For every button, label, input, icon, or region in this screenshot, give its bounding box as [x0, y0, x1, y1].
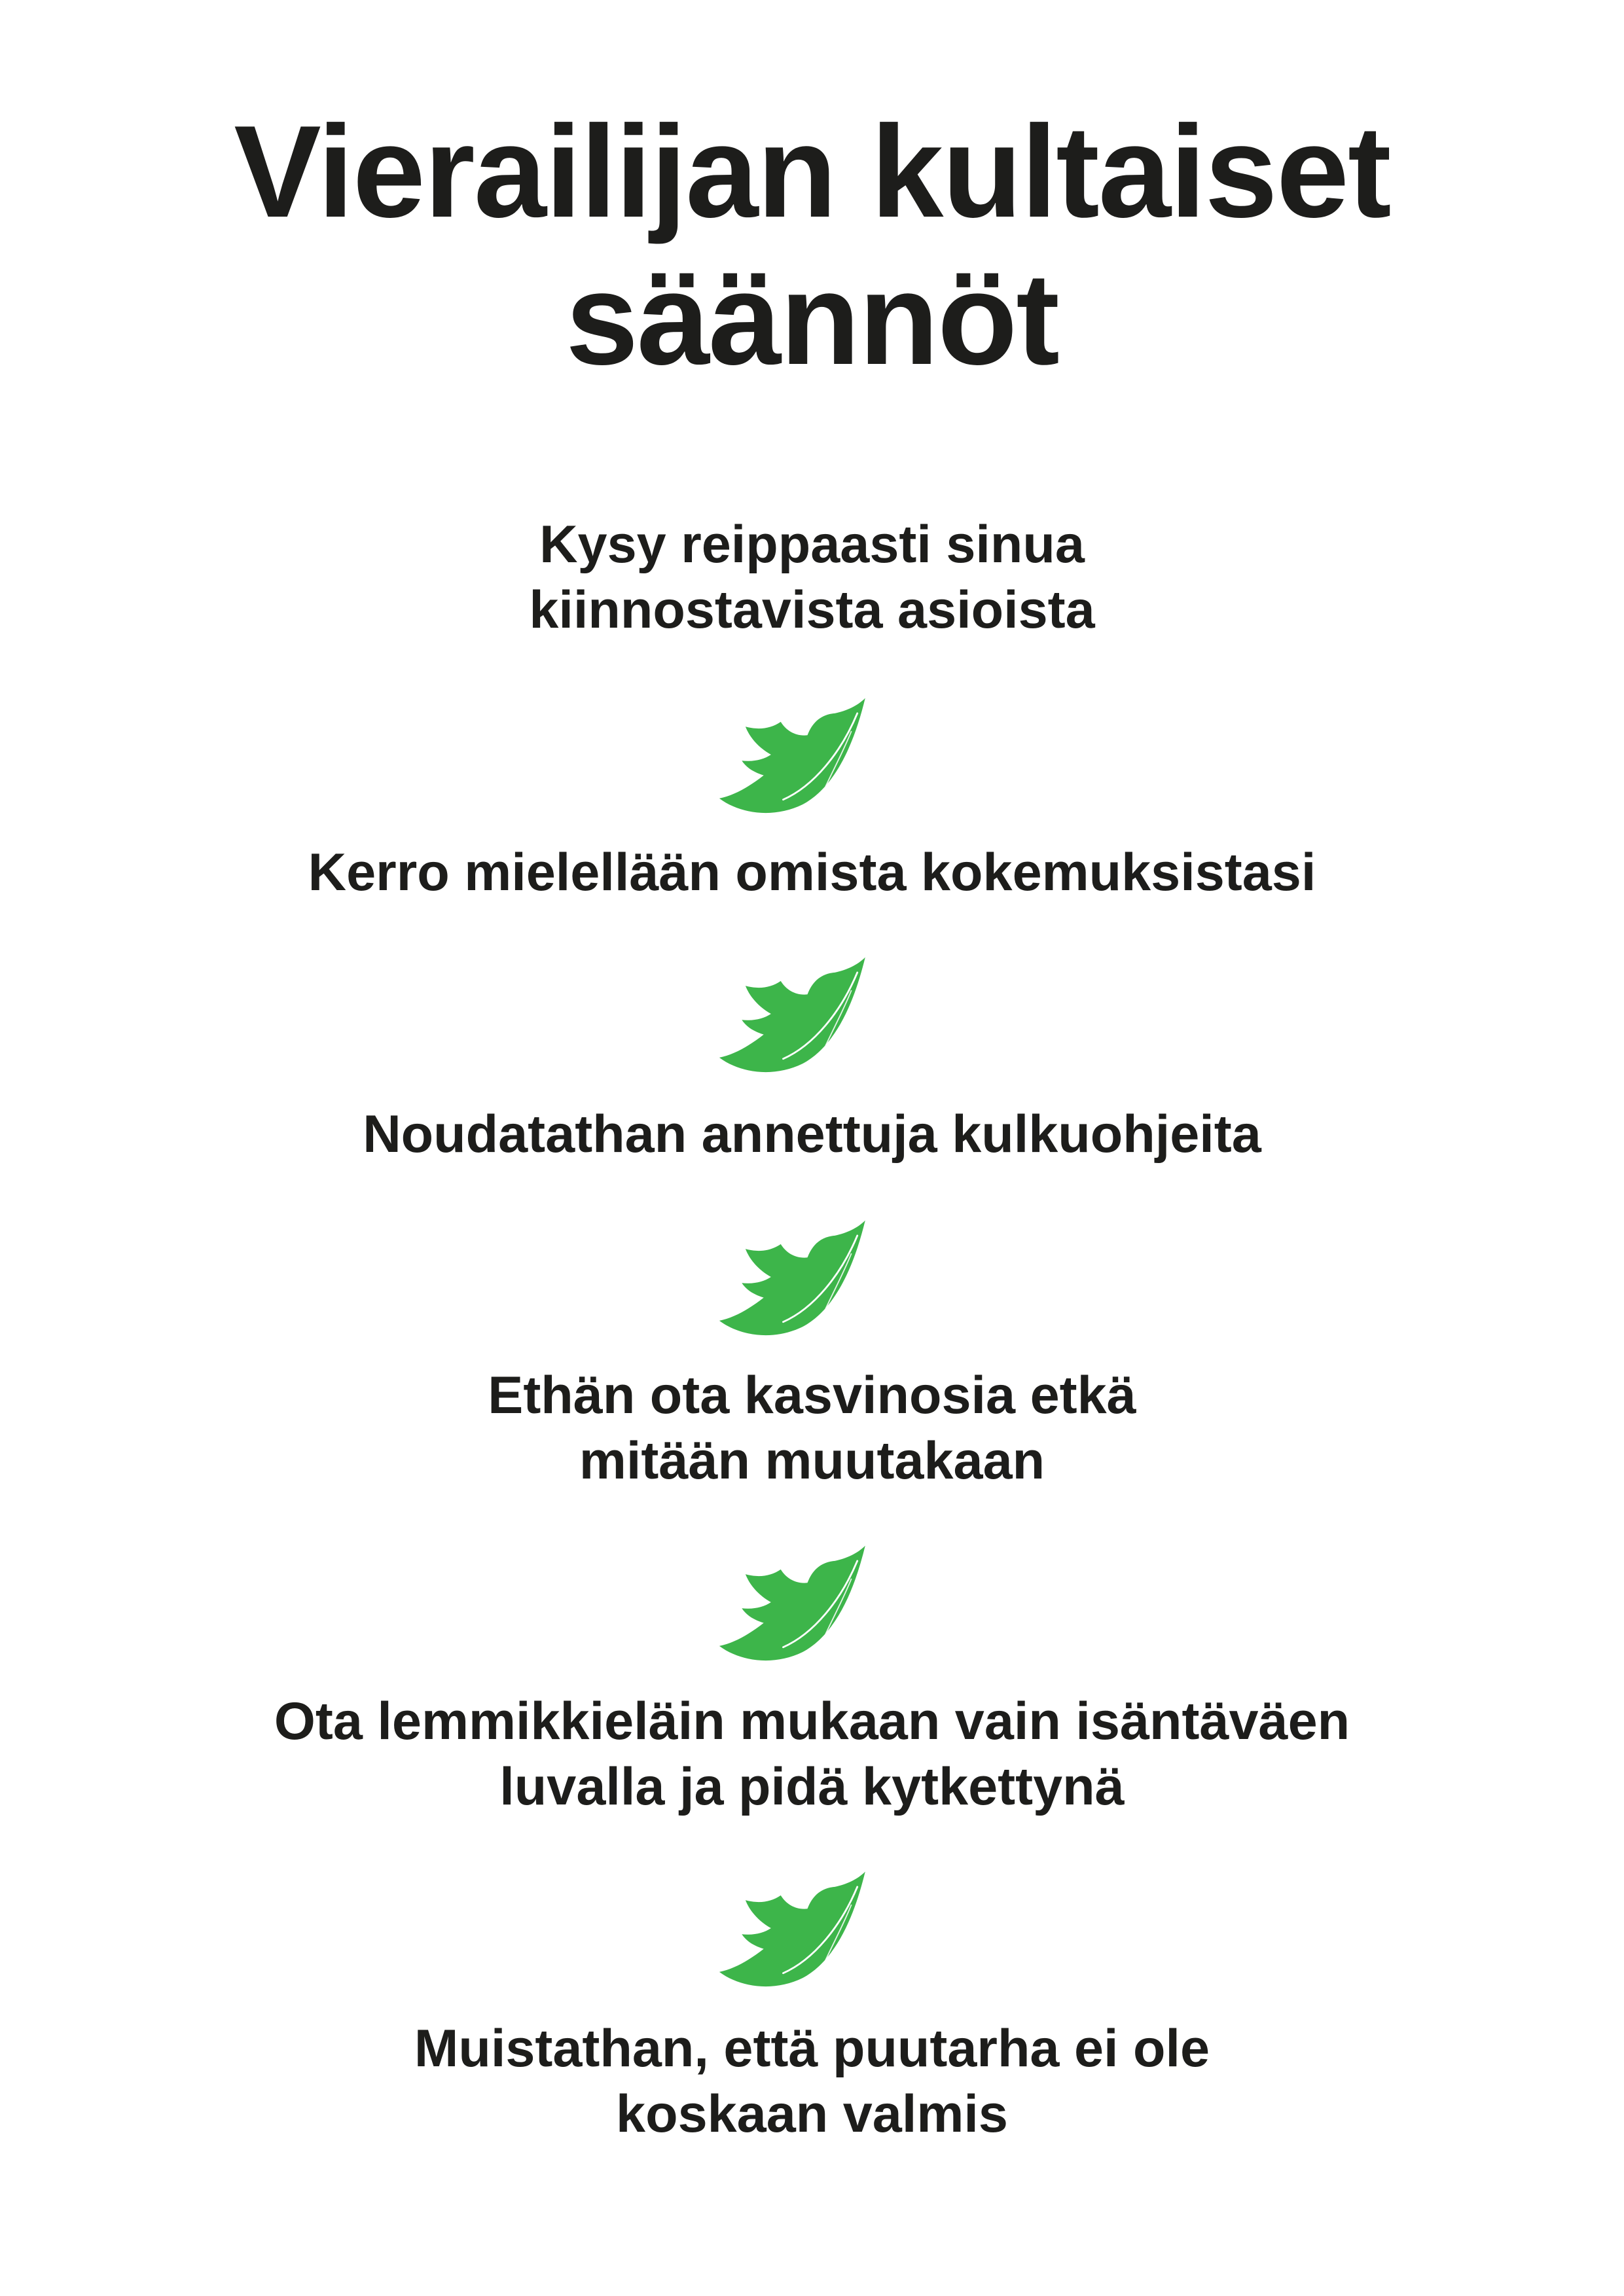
rule-4-line-1: Ethän ota kasvinosia etkä	[488, 1366, 1136, 1425]
green-leaf-icon	[710, 1543, 880, 1670]
rule-6-line-2: koskaan valmis	[616, 2085, 1008, 2144]
green-leaf-icon	[710, 1217, 880, 1345]
rule-4	[92, 1363, 1532, 1494]
rule-6	[92, 2016, 1532, 2147]
rule-3	[92, 1102, 1532, 1167]
rule-2-line-1: Kerro mielellään omista kokemuksistasi	[308, 843, 1316, 902]
rule-1	[92, 512, 1532, 643]
rule-2	[92, 840, 1532, 905]
green-leaf-icon	[710, 695, 880, 823]
green-leaf-icon	[710, 1869, 880, 1996]
rule-6-line-1: Muistathan, että puutarha ei ole	[414, 2019, 1210, 2078]
rule-5-line-1: Ota lemmikkieläin mukaan vain isäntäväen	[274, 1692, 1350, 1751]
green-leaf-icon	[710, 954, 880, 1082]
page-title-line-2: säännöt	[566, 246, 1058, 392]
rule-4-line-2: mitään muutakaan	[579, 1431, 1045, 1490]
rule-1-line-2: kiinnostavista asioista	[529, 581, 1095, 639]
rule-3-line-1: Noudatathan annettuja kulkuohjeita	[363, 1105, 1261, 1164]
rule-1-line-1: Kysy reippaasti sinua	[539, 515, 1085, 574]
page-title-line-1: Vierailijan kultaiset	[234, 99, 1390, 245]
page-title	[0, 98, 1624, 393]
rule-5	[92, 1689, 1532, 1820]
rule-5-line-2: luvalla ja pidä kytkettynä	[499, 1757, 1125, 1816]
